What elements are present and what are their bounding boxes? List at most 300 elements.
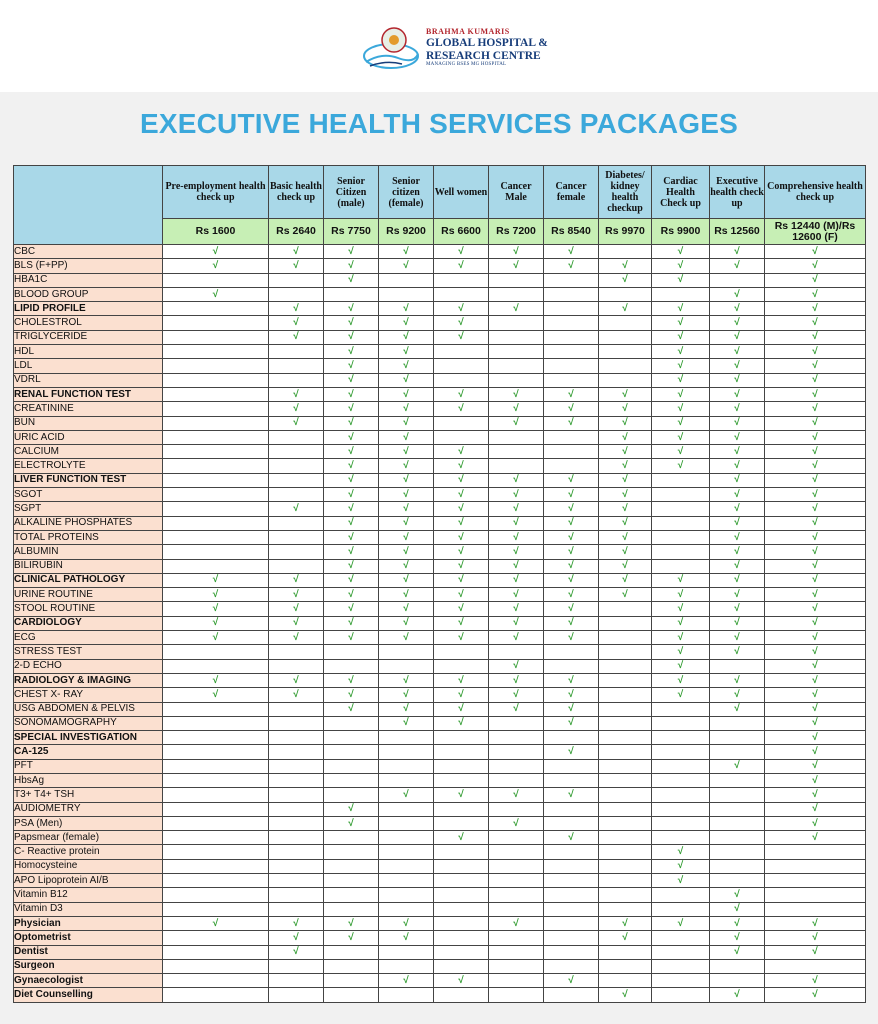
empty-cell bbox=[434, 802, 489, 816]
empty-cell bbox=[652, 287, 710, 301]
check-icon: √ bbox=[652, 445, 710, 459]
package-name-header: Basic health check up bbox=[269, 166, 324, 219]
empty-cell bbox=[269, 745, 324, 759]
check-icon: √ bbox=[324, 345, 379, 359]
empty-cell bbox=[163, 988, 269, 1002]
check-icon: √ bbox=[652, 416, 710, 430]
check-icon: √ bbox=[434, 631, 489, 645]
empty-cell bbox=[163, 273, 269, 287]
empty-cell bbox=[269, 530, 324, 544]
empty-cell bbox=[269, 731, 324, 745]
empty-cell bbox=[710, 874, 765, 888]
check-icon: √ bbox=[489, 473, 544, 487]
check-icon: √ bbox=[324, 816, 379, 830]
empty-cell bbox=[163, 502, 269, 516]
check-icon: √ bbox=[324, 373, 379, 387]
check-icon: √ bbox=[765, 588, 866, 602]
empty-cell bbox=[544, 459, 599, 473]
empty-cell bbox=[599, 959, 652, 973]
table-row bbox=[14, 645, 866, 659]
empty-cell bbox=[489, 430, 544, 444]
check-icon: √ bbox=[379, 974, 434, 988]
check-icon: √ bbox=[269, 573, 324, 587]
check-icon: √ bbox=[544, 831, 599, 845]
empty-cell bbox=[652, 516, 710, 530]
empty-cell bbox=[163, 831, 269, 845]
empty-cell bbox=[324, 716, 379, 730]
check-icon: √ bbox=[765, 659, 866, 673]
check-icon: √ bbox=[489, 416, 544, 430]
table-row bbox=[14, 802, 866, 816]
check-icon: √ bbox=[434, 688, 489, 702]
table-row bbox=[14, 888, 866, 902]
check-icon: √ bbox=[379, 573, 434, 587]
table-row bbox=[14, 702, 866, 716]
check-icon: √ bbox=[599, 302, 652, 316]
empty-cell bbox=[434, 945, 489, 959]
check-icon: √ bbox=[489, 245, 544, 259]
empty-cell bbox=[163, 845, 269, 859]
empty-cell bbox=[544, 731, 599, 745]
package-name-header: Well women bbox=[434, 166, 489, 219]
empty-cell bbox=[163, 716, 269, 730]
empty-cell bbox=[489, 845, 544, 859]
check-icon: √ bbox=[765, 302, 866, 316]
empty-cell bbox=[599, 688, 652, 702]
empty-cell bbox=[599, 745, 652, 759]
empty-cell bbox=[269, 816, 324, 830]
empty-cell bbox=[269, 773, 324, 787]
check-icon: √ bbox=[710, 673, 765, 687]
check-icon: √ bbox=[544, 559, 599, 573]
empty-cell bbox=[599, 731, 652, 745]
empty-cell bbox=[434, 759, 489, 773]
check-icon: √ bbox=[379, 373, 434, 387]
table-row bbox=[14, 516, 866, 530]
table-row bbox=[14, 445, 866, 459]
check-icon: √ bbox=[379, 430, 434, 444]
empty-cell bbox=[163, 788, 269, 802]
empty-cell bbox=[163, 373, 269, 387]
check-icon: √ bbox=[434, 445, 489, 459]
table-row bbox=[14, 559, 866, 573]
empty-cell bbox=[544, 916, 599, 930]
check-icon: √ bbox=[765, 245, 866, 259]
empty-cell bbox=[652, 731, 710, 745]
check-icon: √ bbox=[379, 688, 434, 702]
check-icon: √ bbox=[710, 345, 765, 359]
test-label: ALBUMIN bbox=[14, 545, 163, 559]
empty-cell bbox=[379, 773, 434, 787]
check-icon: √ bbox=[379, 616, 434, 630]
table-row bbox=[14, 259, 866, 273]
test-label: SGPT bbox=[14, 502, 163, 516]
empty-cell bbox=[324, 888, 379, 902]
empty-cell bbox=[652, 974, 710, 988]
empty-cell bbox=[269, 702, 324, 716]
check-icon: √ bbox=[544, 416, 599, 430]
empty-cell bbox=[652, 802, 710, 816]
check-icon: √ bbox=[599, 402, 652, 416]
empty-cell bbox=[269, 716, 324, 730]
table-row bbox=[14, 988, 866, 1002]
empty-cell bbox=[434, 745, 489, 759]
check-icon: √ bbox=[489, 402, 544, 416]
hospital-logo[interactable] bbox=[362, 22, 548, 74]
empty-cell bbox=[599, 287, 652, 301]
check-icon: √ bbox=[765, 702, 866, 716]
check-icon: √ bbox=[269, 945, 324, 959]
check-icon: √ bbox=[599, 416, 652, 430]
check-icon: √ bbox=[599, 387, 652, 401]
empty-cell bbox=[324, 974, 379, 988]
empty-cell bbox=[544, 759, 599, 773]
empty-cell bbox=[324, 988, 379, 1002]
empty-cell bbox=[599, 759, 652, 773]
empty-cell bbox=[379, 888, 434, 902]
empty-cell bbox=[544, 445, 599, 459]
test-label: BLOOD GROUP bbox=[14, 287, 163, 301]
check-icon: √ bbox=[489, 502, 544, 516]
test-label: TOTAL PROTEINS bbox=[14, 530, 163, 544]
check-icon: √ bbox=[652, 430, 710, 444]
check-icon: √ bbox=[765, 430, 866, 444]
check-icon: √ bbox=[652, 302, 710, 316]
empty-cell bbox=[324, 902, 379, 916]
check-icon: √ bbox=[489, 688, 544, 702]
check-icon: √ bbox=[765, 530, 866, 544]
check-icon: √ bbox=[765, 416, 866, 430]
check-icon: √ bbox=[710, 359, 765, 373]
check-icon: √ bbox=[489, 616, 544, 630]
empty-cell bbox=[652, 945, 710, 959]
check-icon: √ bbox=[324, 516, 379, 530]
empty-cell bbox=[599, 359, 652, 373]
empty-cell bbox=[599, 974, 652, 988]
test-label: LIPID PROFILE bbox=[14, 302, 163, 316]
check-icon: √ bbox=[379, 716, 434, 730]
check-icon: √ bbox=[652, 916, 710, 930]
check-icon: √ bbox=[163, 916, 269, 930]
table-row bbox=[14, 931, 866, 945]
empty-cell bbox=[434, 959, 489, 973]
test-label: LDL bbox=[14, 359, 163, 373]
empty-cell bbox=[652, 716, 710, 730]
empty-cell bbox=[599, 831, 652, 845]
empty-cell bbox=[489, 759, 544, 773]
empty-cell bbox=[599, 902, 652, 916]
empty-cell bbox=[544, 330, 599, 344]
check-icon: √ bbox=[324, 302, 379, 316]
table-row bbox=[14, 759, 866, 773]
table-row bbox=[14, 459, 866, 473]
check-icon: √ bbox=[765, 330, 866, 344]
check-icon: √ bbox=[489, 259, 544, 273]
test-label: CHEST X- RAY bbox=[14, 688, 163, 702]
check-icon: √ bbox=[324, 459, 379, 473]
check-icon: √ bbox=[434, 516, 489, 530]
check-icon: √ bbox=[599, 502, 652, 516]
test-label: HDL bbox=[14, 345, 163, 359]
test-label: Dentist bbox=[14, 945, 163, 959]
empty-cell bbox=[269, 759, 324, 773]
check-icon: √ bbox=[324, 316, 379, 330]
check-icon: √ bbox=[324, 688, 379, 702]
brand-line-2: GLOBAL HOSPITAL & bbox=[426, 37, 548, 49]
empty-cell bbox=[163, 459, 269, 473]
check-icon: √ bbox=[599, 516, 652, 530]
test-label: CHOLESTROL bbox=[14, 316, 163, 330]
check-icon: √ bbox=[765, 745, 866, 759]
empty-cell bbox=[765, 888, 866, 902]
empty-cell bbox=[269, 902, 324, 916]
check-icon: √ bbox=[710, 931, 765, 945]
check-icon: √ bbox=[163, 245, 269, 259]
check-icon: √ bbox=[710, 888, 765, 902]
empty-cell bbox=[379, 902, 434, 916]
empty-cell bbox=[652, 530, 710, 544]
check-icon: √ bbox=[544, 745, 599, 759]
check-icon: √ bbox=[652, 373, 710, 387]
check-icon: √ bbox=[269, 631, 324, 645]
empty-cell bbox=[652, 745, 710, 759]
empty-cell bbox=[269, 831, 324, 845]
check-icon: √ bbox=[652, 616, 710, 630]
tests-body bbox=[14, 245, 866, 1003]
check-icon: √ bbox=[489, 602, 544, 616]
check-icon: √ bbox=[324, 802, 379, 816]
empty-cell bbox=[434, 931, 489, 945]
check-icon: √ bbox=[599, 430, 652, 444]
empty-cell bbox=[599, 673, 652, 687]
empty-cell bbox=[163, 802, 269, 816]
check-icon: √ bbox=[434, 473, 489, 487]
test-label: HbsAg bbox=[14, 773, 163, 787]
check-icon: √ bbox=[434, 545, 489, 559]
check-icon: √ bbox=[434, 788, 489, 802]
empty-cell bbox=[434, 916, 489, 930]
test-label: SGOT bbox=[14, 488, 163, 502]
empty-cell bbox=[652, 502, 710, 516]
check-icon: √ bbox=[379, 916, 434, 930]
check-icon: √ bbox=[269, 502, 324, 516]
empty-cell bbox=[599, 330, 652, 344]
empty-cell bbox=[269, 645, 324, 659]
check-icon: √ bbox=[489, 302, 544, 316]
check-icon: √ bbox=[324, 445, 379, 459]
empty-cell bbox=[434, 988, 489, 1002]
check-icon: √ bbox=[765, 345, 866, 359]
empty-cell bbox=[163, 387, 269, 401]
empty-cell bbox=[269, 430, 324, 444]
empty-cell bbox=[434, 773, 489, 787]
check-icon: √ bbox=[544, 473, 599, 487]
check-icon: √ bbox=[434, 488, 489, 502]
empty-cell bbox=[599, 816, 652, 830]
empty-cell bbox=[599, 888, 652, 902]
check-icon: √ bbox=[324, 702, 379, 716]
check-icon: √ bbox=[544, 688, 599, 702]
empty-cell bbox=[379, 287, 434, 301]
check-icon: √ bbox=[765, 488, 866, 502]
check-icon: √ bbox=[710, 616, 765, 630]
package-price: Rs 9200 bbox=[379, 219, 434, 245]
check-icon: √ bbox=[765, 545, 866, 559]
check-icon: √ bbox=[544, 631, 599, 645]
empty-cell bbox=[269, 445, 324, 459]
check-icon: √ bbox=[489, 516, 544, 530]
empty-cell bbox=[652, 702, 710, 716]
brand-tagline: MANAGING BSES MG HOSPITAL bbox=[426, 62, 507, 68]
empty-cell bbox=[652, 959, 710, 973]
check-icon: √ bbox=[324, 631, 379, 645]
empty-cell bbox=[489, 859, 544, 873]
test-label: T3+ T4+ TSH bbox=[14, 788, 163, 802]
table-row bbox=[14, 502, 866, 516]
check-icon: √ bbox=[710, 287, 765, 301]
empty-cell bbox=[489, 988, 544, 1002]
check-icon: √ bbox=[434, 302, 489, 316]
check-icon: √ bbox=[269, 602, 324, 616]
check-icon: √ bbox=[324, 931, 379, 945]
table-row bbox=[14, 387, 866, 401]
check-icon: √ bbox=[163, 688, 269, 702]
check-icon: √ bbox=[710, 759, 765, 773]
check-icon: √ bbox=[652, 387, 710, 401]
empty-cell bbox=[652, 831, 710, 845]
check-icon: √ bbox=[599, 916, 652, 930]
empty-cell bbox=[163, 302, 269, 316]
table-row bbox=[14, 902, 866, 916]
test-label: CARDIOLOGY bbox=[14, 616, 163, 630]
empty-cell bbox=[269, 516, 324, 530]
corner-cell bbox=[14, 166, 163, 245]
empty-cell bbox=[269, 974, 324, 988]
check-icon: √ bbox=[544, 573, 599, 587]
empty-cell bbox=[544, 902, 599, 916]
empty-cell bbox=[269, 959, 324, 973]
check-icon: √ bbox=[652, 316, 710, 330]
packages-table bbox=[13, 165, 866, 1003]
check-icon: √ bbox=[163, 573, 269, 587]
table-row bbox=[14, 287, 866, 301]
table-row bbox=[14, 816, 866, 830]
check-icon: √ bbox=[379, 631, 434, 645]
check-icon: √ bbox=[765, 916, 866, 930]
check-icon: √ bbox=[269, 330, 324, 344]
check-icon: √ bbox=[765, 816, 866, 830]
check-icon: √ bbox=[379, 788, 434, 802]
check-icon: √ bbox=[434, 245, 489, 259]
package-name-header: Comprehensive health check up bbox=[765, 166, 866, 219]
check-icon: √ bbox=[324, 330, 379, 344]
empty-cell bbox=[434, 845, 489, 859]
check-icon: √ bbox=[765, 273, 866, 287]
empty-cell bbox=[163, 416, 269, 430]
check-icon: √ bbox=[489, 659, 544, 673]
check-icon: √ bbox=[710, 316, 765, 330]
check-icon: √ bbox=[434, 573, 489, 587]
empty-cell bbox=[544, 845, 599, 859]
check-icon: √ bbox=[544, 530, 599, 544]
empty-cell bbox=[710, 816, 765, 830]
test-label: CBC bbox=[14, 245, 163, 259]
check-icon: √ bbox=[765, 673, 866, 687]
empty-cell bbox=[269, 888, 324, 902]
check-icon: √ bbox=[269, 316, 324, 330]
check-icon: √ bbox=[652, 345, 710, 359]
empty-cell bbox=[163, 473, 269, 487]
empty-cell bbox=[163, 330, 269, 344]
empty-cell bbox=[652, 788, 710, 802]
check-icon: √ bbox=[324, 502, 379, 516]
check-icon: √ bbox=[710, 259, 765, 273]
test-label: RENAL FUNCTION TEST bbox=[14, 387, 163, 401]
empty-cell bbox=[163, 345, 269, 359]
empty-cell bbox=[544, 816, 599, 830]
empty-cell bbox=[434, 345, 489, 359]
check-icon: √ bbox=[434, 402, 489, 416]
check-icon: √ bbox=[434, 330, 489, 344]
check-icon: √ bbox=[489, 588, 544, 602]
check-icon: √ bbox=[652, 402, 710, 416]
check-icon: √ bbox=[489, 559, 544, 573]
empty-cell bbox=[544, 959, 599, 973]
test-label: CREATININE bbox=[14, 402, 163, 416]
check-icon: √ bbox=[434, 530, 489, 544]
check-icon: √ bbox=[710, 902, 765, 916]
check-icon: √ bbox=[324, 402, 379, 416]
empty-cell bbox=[489, 802, 544, 816]
empty-cell bbox=[324, 731, 379, 745]
table-row bbox=[14, 616, 866, 630]
check-icon: √ bbox=[544, 788, 599, 802]
empty-cell bbox=[599, 631, 652, 645]
check-icon: √ bbox=[379, 302, 434, 316]
table-row bbox=[14, 859, 866, 873]
check-icon: √ bbox=[379, 387, 434, 401]
check-icon: √ bbox=[544, 502, 599, 516]
test-label: Vitamin D3 bbox=[14, 902, 163, 916]
empty-cell bbox=[489, 931, 544, 945]
check-icon: √ bbox=[765, 445, 866, 459]
check-icon: √ bbox=[652, 659, 710, 673]
check-icon: √ bbox=[379, 402, 434, 416]
empty-cell bbox=[599, 602, 652, 616]
check-icon: √ bbox=[324, 916, 379, 930]
check-icon: √ bbox=[765, 773, 866, 787]
empty-cell bbox=[544, 430, 599, 444]
table-row bbox=[14, 673, 866, 687]
package-name-header: Executive health check up bbox=[710, 166, 765, 219]
empty-cell bbox=[599, 845, 652, 859]
check-icon: √ bbox=[324, 530, 379, 544]
package-price: Rs 2640 bbox=[269, 219, 324, 245]
table-row bbox=[14, 688, 866, 702]
check-icon: √ bbox=[710, 488, 765, 502]
empty-cell bbox=[324, 959, 379, 973]
table-row bbox=[14, 373, 866, 387]
check-icon: √ bbox=[599, 530, 652, 544]
empty-cell bbox=[379, 988, 434, 1002]
check-icon: √ bbox=[269, 931, 324, 945]
check-icon: √ bbox=[599, 445, 652, 459]
test-label: STRESS TEST bbox=[14, 645, 163, 659]
check-icon: √ bbox=[544, 974, 599, 988]
empty-cell bbox=[710, 845, 765, 859]
check-icon: √ bbox=[710, 545, 765, 559]
check-icon: √ bbox=[489, 573, 544, 587]
